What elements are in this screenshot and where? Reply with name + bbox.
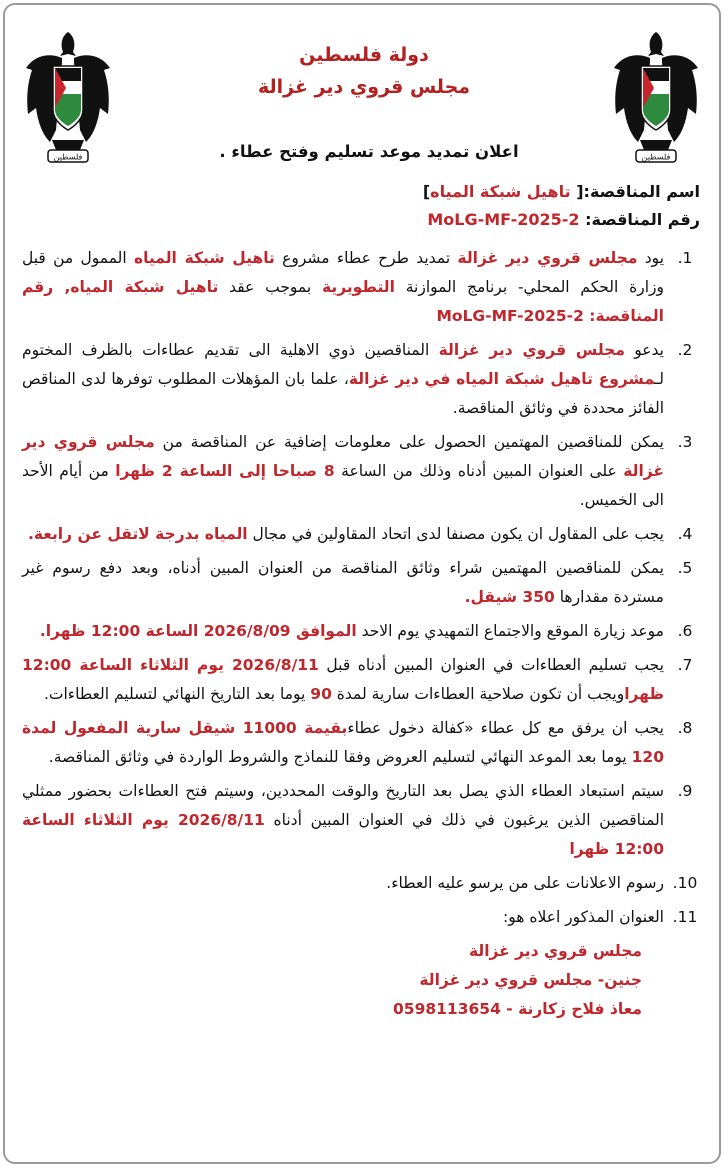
tender-number-value: MoLG-MF-2025-2 xyxy=(427,210,580,229)
list-item-number: 1. xyxy=(677,249,693,267)
list-item-text xyxy=(22,777,664,864)
tender-name-line xyxy=(24,180,700,204)
list-item xyxy=(22,554,706,612)
highlighted-text: تاهيل شبكة المياه, رقم المناقصة: MoLG-MF-2025-2 xyxy=(22,278,664,325)
list-item xyxy=(22,903,706,932)
address-line-1: مجلس قروي دير غزالة xyxy=(468,942,642,960)
body-text: تمديد طرح عطاء مشروع xyxy=(274,249,458,267)
list-item-number: 7. xyxy=(677,656,693,674)
body-text: الممول من قبل وزارة الحكم المحلي- برنامج الموازنة xyxy=(22,249,664,296)
list-item xyxy=(22,336,706,423)
body-text: يجب على المقاول ان يكون مصنفا لدى اتحاد المقاولين في مجال xyxy=(247,525,664,543)
list-item xyxy=(22,869,706,898)
highlighted-text: التطويرية xyxy=(321,278,395,296)
body-text: يجب ان يرفق مع كل عطاء «كفالة دخول عطاء xyxy=(347,719,664,737)
council-title: مجلس قروي دير غزالة xyxy=(257,76,471,98)
highlighted-text: المياه بدرجة لاتقل عن رابعة. xyxy=(27,525,248,543)
highlighted-text: مجلس قروي دير غزالة xyxy=(457,249,638,267)
body-text: يمكن للمناقصين المهتمين الحصول على معلومات إضافية عن المناقصة من xyxy=(154,433,664,451)
highlighted-text: 350 شيقل. xyxy=(464,588,555,606)
body-text: يوما بعد الموعد النهائي لتسليم العروض وفقا للنماذج والشروط الواردة في وثائق المناقصة. xyxy=(48,748,632,766)
list-item-text xyxy=(22,869,664,898)
emblem-caption: فلسطين xyxy=(53,152,83,162)
body-text: على العنوان المبين أدناه وذلك من الساعة xyxy=(334,462,624,480)
announcement-title: اعلان تمديد موعد تسليم وفتح عطاء . xyxy=(219,142,519,161)
list-item-number: 9. xyxy=(677,782,693,800)
body-text: من أيام الأحد الى الخميس. xyxy=(22,462,664,509)
list-item xyxy=(22,520,706,549)
list-item-number: 5. xyxy=(677,559,693,577)
list-item-number: 6. xyxy=(677,622,693,640)
body-text: يود xyxy=(637,249,665,267)
highlighted-text: مجلس قروي دير غزالة xyxy=(438,341,625,359)
terms-list xyxy=(22,244,706,1024)
highlighted-text: 90 xyxy=(310,685,332,703)
list-item-text xyxy=(22,336,664,423)
highlighted-text: مشروع تاهيل شبكة المياه في دير غزالة xyxy=(348,370,655,388)
emblem-caption: فلسطين xyxy=(641,152,671,162)
body-text: العنوان المذكور اعلاه هو: xyxy=(503,908,664,926)
body-text: رسوم الاعلانات على من يرسو عليه العطاء. xyxy=(386,874,664,892)
list-item-text xyxy=(22,244,664,331)
state-title: دولة فلسطين xyxy=(299,44,429,66)
list-item xyxy=(22,714,706,772)
body-text: يدعو xyxy=(624,341,664,359)
list-item-text xyxy=(22,903,664,932)
address-line-3: معاذ فلاح زكارنة - 0598113654 xyxy=(393,1000,642,1018)
body-text: بموجب عقد xyxy=(218,278,322,296)
address-line-2: جنين- مجلس قروي دير غزالة xyxy=(419,971,642,989)
body-text: يمكن للمناقصين المهتمين شراء وثائق المناقصة من العنوان المبين أدناه، وبعد دفع رسوم غير مستردة مقدارها xyxy=(22,559,664,606)
list-item-text xyxy=(22,651,664,709)
highlighted-text: بقيمة 11000 شيقل سارية المفعول لمدة 120 xyxy=(22,719,664,766)
list-item-text xyxy=(22,428,664,515)
list-item xyxy=(22,777,706,864)
list-item-number: 2. xyxy=(677,341,693,359)
list-item-text xyxy=(22,714,664,772)
highlighted-text: 2026/8/11 يوم الثلاثاء الساعة 12:00 ظهرا xyxy=(22,811,664,858)
body-text: ، علما بان المؤهلات المطلوب توفرها لدى المناقص الفائز محددة في وثائق المناقصة. xyxy=(22,370,664,417)
highlighted-text: مجلس قروي دير غزالة xyxy=(22,433,664,480)
list-item-text xyxy=(22,554,664,612)
list-item-text xyxy=(22,520,664,549)
tender-number-label: رقم المناقصة: xyxy=(579,210,700,229)
address-block xyxy=(22,937,706,1024)
body-text: موعد زيارة الموقع والاجتماع التمهيدي يوم الاحد xyxy=(356,622,664,640)
tender-name-close: ] xyxy=(422,182,431,201)
highlighted-text: الموافق 2026/8/09 الساعة 12:00 ظهرا. xyxy=(39,622,357,640)
tender-number-line xyxy=(24,208,700,232)
list-item-number: 11. xyxy=(672,908,698,926)
highlighted-text: 8 صباحا إلى الساعة 2 ظهرا xyxy=(115,462,335,480)
body-text: المناقصين ذوي الاهلية الى تقديم عطاءات بالظرف المختوم لـ xyxy=(22,341,664,388)
list-item xyxy=(22,617,706,646)
list-item-number: 8. xyxy=(677,719,693,737)
body-text: سيتم استبعاد العطاء الذي يصل بعد التاريخ والوقت المحددين، وسيتم فتح العطاءات بحضور ممثلي المناقصين الذين يرغبون في ذلك في العنوان المبين أدناه xyxy=(22,782,664,829)
list-item xyxy=(22,244,706,331)
body-text: يوما بعد التاريخ النهائي لتسليم العطاءات. xyxy=(43,685,311,703)
list-item-number: 3. xyxy=(677,433,693,451)
list-item xyxy=(22,651,706,709)
list-item-text xyxy=(22,617,664,646)
body-text: يجب تسليم العطاءات في العنوان المبين أدناه قبل xyxy=(318,656,664,674)
tender-name-label: اسم المناقصة:[ xyxy=(570,182,700,201)
list-item-number: 10. xyxy=(672,874,698,892)
body-text: ويجب أن تكون صلاحية العطاءات سارية لمدة xyxy=(331,685,625,703)
list-item xyxy=(22,428,706,515)
highlighted-text: تاهيل شبكة المياه xyxy=(134,249,275,267)
list-item-number: 4. xyxy=(677,525,693,543)
tender-name-value: تاهيل شبكة المياه xyxy=(430,182,571,201)
highlighted-text: 2026/8/11 يوم الثلاثاء الساعة 12:00 ظهرا xyxy=(22,656,664,703)
